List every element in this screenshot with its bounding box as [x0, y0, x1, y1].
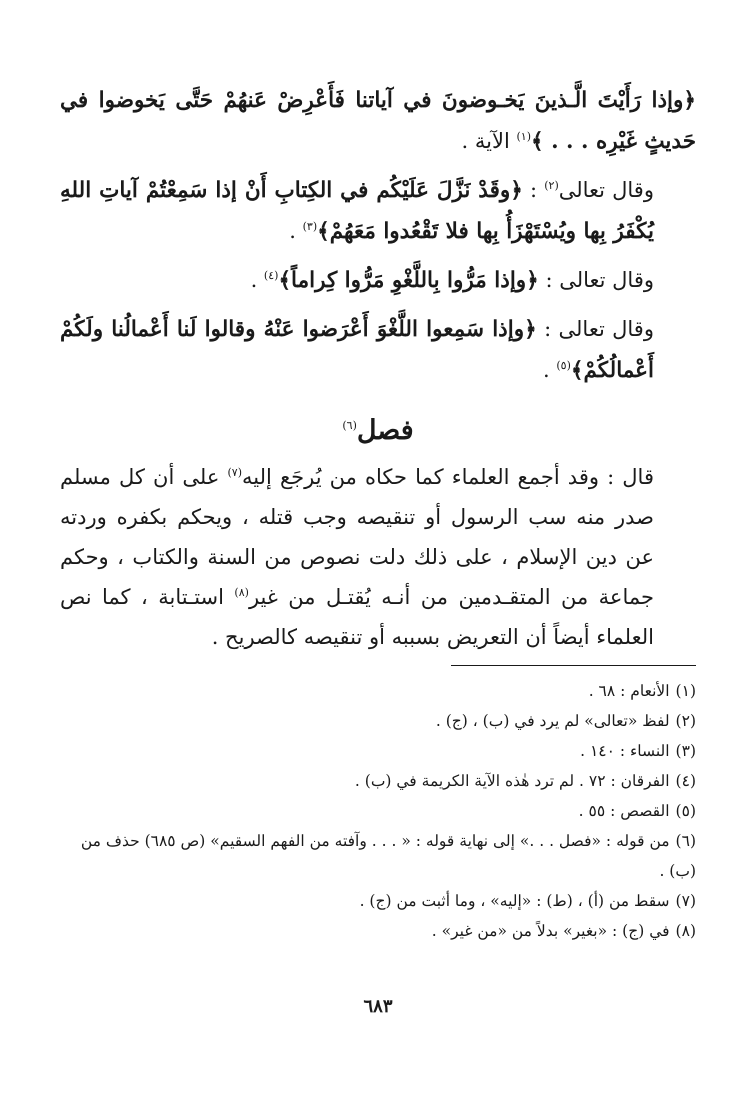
- verse-paragraph-4: [60, 309, 696, 391]
- footnote-item: [60, 766, 696, 796]
- page-number: ٦٨٣: [363, 996, 393, 1017]
- footnote-item: [60, 676, 696, 706]
- footnote-ref: (٥): [556, 359, 571, 372]
- text: :: [522, 178, 545, 202]
- footnote-item: [60, 886, 696, 916]
- footnote-text: الأنعام : ٦٨ .: [588, 682, 670, 700]
- footnote-ref: (٣): [302, 220, 318, 233]
- footnote-item: [60, 796, 696, 826]
- section-heading: [60, 409, 696, 453]
- footnote-text: لفظ «تعالى» لم يرد في (ب) ، (ج) .: [435, 712, 670, 730]
- quran-verse: ﴿وإذا مَرُّوا بِاللَّغْوِ مَرُّوا كِراماً﴾: [278, 268, 539, 293]
- verse-paragraph-1: [60, 80, 696, 162]
- footnote-text: النساء : ١٤٠ .: [580, 742, 670, 760]
- footnote-number: (٣): [675, 742, 696, 760]
- footnote-ref: (٨): [234, 586, 249, 599]
- quran-verse: ﴿وإذا رَأَيْتَ الَّـذينَ يَخـوضونَ في آياتنا فَأَعْرِضْ عَنهُمْ حَتَّى يَخوضوا في حَديثٍ غَيْرِه . . . ﴾: [60, 88, 696, 154]
- footnote-number: (٨): [675, 922, 696, 940]
- text: وقال تعالى: [558, 178, 654, 202]
- footnote-ref: (٧): [227, 466, 243, 479]
- quran-verse: ﴿وقَدْ نَزَّلَ عَلَيْكُم في الكِتابِ أَنْ إذا سَمِعْتُمْ آياتِ اللهِ يُكْفَرُ بِها ويُسْتَهْزَأُ بِها فلا تَقْعُدوا مَعَهُمْ﴾: [60, 178, 654, 244]
- footnote-number: (٦): [675, 832, 696, 850]
- footnote-text: من قوله : «فصل . . .» إلى نهاية قوله : « . . . وآفته من الفهم السقيم» (ص ٦٨٥) حذف من (ب) .: [80, 832, 696, 880]
- text: استـتابة ، كما نص العلماء أيضاً أن التعريض بسببه أو تنقيصه كالصريح .: [60, 585, 654, 649]
- heading-text: فصل: [356, 415, 414, 446]
- text: وقال تعالى :: [536, 317, 654, 341]
- footnote-text: في (ج) : «بغير» بدلاً من «من غير» .: [431, 922, 670, 940]
- footnote-number: (٥): [675, 802, 696, 820]
- footnote-number: (٢): [675, 712, 696, 730]
- verse-paragraph-3: [60, 260, 696, 301]
- text: قال : وقد أجمع العلماء كما حكاه من يُرجَع إليه: [242, 465, 654, 489]
- verse-paragraph-2: [60, 170, 696, 252]
- footnote-ref: (٤): [263, 269, 279, 282]
- footnote-ref: (٢): [544, 179, 559, 192]
- text: .: [543, 358, 557, 382]
- footnote-number: (٤): [675, 772, 696, 790]
- body-paragraph: [60, 457, 696, 657]
- footnotes: [60, 676, 696, 946]
- text: .: [250, 268, 264, 292]
- text: .: [289, 219, 303, 243]
- text: الآية .: [461, 129, 517, 153]
- footnote-divider: [451, 665, 696, 666]
- footnote-item: [60, 826, 696, 886]
- text: وقال تعالى :: [538, 268, 654, 292]
- footnote-number: (١): [675, 682, 696, 700]
- footnote-item: [60, 706, 696, 736]
- footnote-number: (٧): [675, 892, 696, 910]
- text: على أن كل مسلم صدر منه سب الرسول أو تنقيصه وجب قتله ، ويحكم بكفره وردته عن دين الإسلام ، على ذلك دلت نصوص من السنة والكتاب ، وحكم جماعة من المتقـدمين من أنـه يُقتـل من غير: [60, 465, 654, 609]
- footnote-text: القصص : ٥٥ .: [578, 802, 670, 820]
- footnote-item: [60, 736, 696, 766]
- footnote-text: الفرقان : ٧٢ . لم ترد هٰذه الآية الكريمة في (ب) .: [354, 772, 670, 790]
- footnote-text: سقط من (أ) ، (ط) : «إليه» ، وما أثبت من (ج) .: [359, 892, 670, 910]
- footnote-item: [60, 916, 696, 946]
- footnote-ref: (٦): [342, 419, 357, 432]
- footnote-ref: (١): [516, 130, 531, 143]
- quran-verse: ﴿وإذا سَمِعوا اللَّغْوَ أَعْرَضوا عَنْهُ وقالوا لَنا أَعْمالُنا ولَكُمْ أَعْمالُكُمْ﴾: [60, 317, 654, 383]
- page-body: [60, 80, 696, 946]
